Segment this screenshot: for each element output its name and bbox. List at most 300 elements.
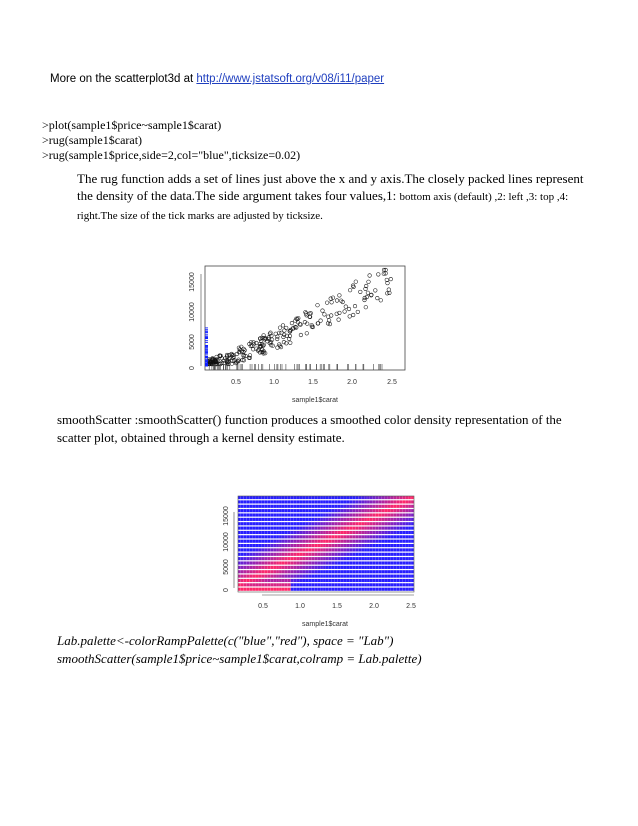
density-cell [382,513,385,516]
density-cell [300,561,303,564]
density-cell [241,513,244,516]
density-cell [303,557,306,560]
density-cell [264,557,267,560]
density-cell [256,553,259,556]
density-cell [320,527,323,530]
density-cell [335,557,338,560]
density-cell [294,535,297,538]
density-cell [241,509,244,512]
density-cell [379,500,382,503]
density-cell [282,579,285,582]
density-cell [396,527,399,530]
density-cell [379,553,382,556]
density-cell [244,531,247,534]
density-cell [323,505,326,508]
density-cell [329,588,332,591]
density-cell [364,522,367,525]
density-cell [349,496,352,499]
density-cell [367,522,370,525]
density-cell [305,509,308,512]
density-cell [335,579,338,582]
density-cell [276,544,279,547]
density-cell [256,535,259,538]
density-cell [238,561,241,564]
density-cell [238,557,241,560]
density-cell [291,505,294,508]
density-cell [285,496,288,499]
density-cell [297,522,300,525]
density-cell [329,570,332,573]
density-cell [273,505,276,508]
density-cell [385,522,388,525]
density-cell [241,527,244,530]
density-cell [335,500,338,503]
density-cell [303,527,306,530]
density-cell [402,575,405,578]
density-cell [261,588,264,591]
scatter-point [319,319,323,323]
density-cell [411,518,414,521]
density-cell [355,527,358,530]
density-cell [382,583,385,586]
density-cell [288,509,291,512]
density-cell [344,500,347,503]
density-cell [329,561,332,564]
x-tick-label: 1.5 [308,379,318,386]
density-cell [314,513,317,516]
density-cell [247,496,250,499]
density-cell [338,579,341,582]
density-cell [244,566,247,569]
rug-line-1: The rug function adds a set of lines just above the x and y axis.The closely packed lines represent [77,171,584,186]
density-cell [411,575,414,578]
density-cell [376,522,379,525]
density-cell [393,496,396,499]
density-cell [364,583,367,586]
density-cell [238,522,241,525]
density-cell [367,579,370,582]
density-cell [388,561,391,564]
scatter-point [289,341,293,345]
density-cell [399,570,402,573]
density-cell [388,518,391,521]
density-cell [250,570,253,573]
density-cell [270,575,273,578]
paper-link[interactable]: http://www.jstatsoft.org/v08/i11/paper [196,73,385,85]
density-cell [311,513,314,516]
density-cell [335,575,338,578]
density-cell [382,500,385,503]
density-cell [338,527,341,530]
density-cell [352,527,355,530]
density-cell [408,513,411,516]
density-cell [264,566,267,569]
density-cell [329,496,332,499]
density-cell [273,535,276,538]
density-cell [273,540,276,543]
density-cell [256,557,259,560]
density-cell [341,509,344,512]
density-cell [288,557,291,560]
density-cell [241,505,244,508]
density-cell [317,588,320,591]
density-cell [370,553,373,556]
density-cell [399,553,402,556]
density-cell [282,557,285,560]
density-cell [373,553,376,556]
density-cell [241,570,244,573]
density-cell [297,509,300,512]
density-cell [294,540,297,543]
density-cell [303,509,306,512]
density-cell [382,557,385,560]
density-cell [303,566,306,569]
density-cell [317,518,320,521]
density-cell [291,557,294,560]
density-cell [382,553,385,556]
density-cell [388,496,391,499]
density-cell [241,575,244,578]
density-cell [270,583,273,586]
density-cell [256,544,259,547]
density-cell [244,570,247,573]
density-cell [355,505,358,508]
density-cell [370,540,373,543]
density-cell [393,548,396,551]
density-cell [261,531,264,534]
density-cell [300,566,303,569]
density-cell [291,548,294,551]
code-block-smoothscatter [57,632,422,668]
density-cell [311,583,314,586]
density-cell [347,553,350,556]
density-cell [291,531,294,534]
density-cell [329,557,332,560]
density-cell [253,553,256,556]
density-cell [396,570,399,573]
density-cell [376,500,379,503]
density-cell [256,527,259,530]
scatter-point [270,338,274,342]
density-cell [303,553,306,556]
density-cell [291,583,294,586]
density-cell [308,527,311,530]
density-cell [382,561,385,564]
density-cell [317,513,320,516]
density-cell [273,553,276,556]
density-cell [347,518,350,521]
density-cell [352,553,355,556]
density-cell [355,509,358,512]
density-cell [305,588,308,591]
density-cell [411,561,414,564]
density-cell [305,561,308,564]
density-cell [367,566,370,569]
density-cell [402,509,405,512]
density-cell [259,566,262,569]
density-cell [385,531,388,534]
density-cell [250,561,253,564]
density-cell [267,527,270,530]
density-cell [393,500,396,503]
density-cell [408,518,411,521]
density-cell [259,518,262,521]
density-cell [273,500,276,503]
density-cell [241,496,244,499]
density-cell [288,535,291,538]
density-cell [382,579,385,582]
density-cell [361,518,364,521]
density-cell [347,557,350,560]
density-cell [311,540,314,543]
intro-line [50,73,384,85]
density-cell [288,505,291,508]
density-cell [329,548,332,551]
density-cell [320,583,323,586]
density-cell [376,557,379,560]
density-cell [388,548,391,551]
density-cell [270,540,273,543]
code-line: >rug(sample1$price,side=2,col="blue",ticksize=0.02) [42,148,301,162]
density-cell [391,518,394,521]
density-cell [388,527,391,530]
density-cell [297,505,300,508]
density-cell [393,570,396,573]
density-cell [388,540,391,543]
density-cell [364,553,367,556]
density-cell [256,575,259,578]
density-cell [250,588,253,591]
density-cell [291,579,294,582]
density-cell [396,505,399,508]
density-cell [288,575,291,578]
density-cell [364,513,367,516]
density-cell [279,496,282,499]
density-cell [305,570,308,573]
density-cell [326,553,329,556]
density-cell [408,527,411,530]
density-cell [335,518,338,521]
density-cell [376,561,379,564]
density-cell [267,570,270,573]
density-cell [396,531,399,534]
density-cell [370,588,373,591]
density-cell [238,505,241,508]
density-cell [370,527,373,530]
density-cell [241,540,244,543]
density-cell [335,522,338,525]
scatter-point [277,331,281,335]
density-cell [329,575,332,578]
density-cell [341,496,344,499]
density-cell [261,500,264,503]
density-cell [241,553,244,556]
density-cell [285,553,288,556]
density-cell [264,553,267,556]
density-cell [367,509,370,512]
density-cell [241,566,244,569]
density-cell [259,548,262,551]
density-cell [256,518,259,521]
density-cell [264,509,267,512]
density-cell [305,540,308,543]
density-cell [259,561,262,564]
density-cell [288,513,291,516]
density-cell [411,583,414,586]
density-cell [305,557,308,560]
density-cell [264,548,267,551]
density-cell [247,509,250,512]
density-cell [349,522,352,525]
density-cell [320,513,323,516]
density-cell [382,522,385,525]
density-cell [405,509,408,512]
density-cell [279,566,282,569]
density-cell [399,535,402,538]
density-cell [250,522,253,525]
scatter-point [278,326,282,330]
density-cell [244,544,247,547]
density-cell [297,570,300,573]
density-cell [291,509,294,512]
density-cell [250,575,253,578]
density-cell [285,527,288,530]
density-cell [282,518,285,521]
x-axis-label: sample1$carat [302,621,348,628]
density-cell [408,548,411,551]
density-cell [308,535,311,538]
density-cell [332,553,335,556]
density-cell [335,531,338,534]
density-cell [355,513,358,516]
density-cell [364,540,367,543]
density-cell [393,561,396,564]
density-cell [370,509,373,512]
density-cell [291,513,294,516]
density-cell [326,588,329,591]
density-cell [411,535,414,538]
density-cell [352,557,355,560]
density-cell [261,553,264,556]
density-cell [253,527,256,530]
density-cell [267,553,270,556]
density-cell [326,575,329,578]
density-cell [358,553,361,556]
density-cell [282,505,285,508]
density-cell [238,535,241,538]
density-cell [393,527,396,530]
density-cell [341,513,344,516]
density-cell [347,579,350,582]
y-tick-label: 10000 [189,302,196,322]
density-cell [267,509,270,512]
density-cell [376,588,379,591]
density-cell [391,570,394,573]
density-cell [332,527,335,530]
density-cell [405,513,408,516]
density-cell [382,570,385,573]
density-cell [373,540,376,543]
density-cell [317,579,320,582]
density-cell [303,588,306,591]
density-cell [391,496,394,499]
density-cell [282,553,285,556]
density-cell [282,561,285,564]
density-cell [326,548,329,551]
density-cell [335,513,338,516]
density-cell [367,505,370,508]
density-cell [396,575,399,578]
density-cell [382,566,385,569]
density-cell [244,496,247,499]
density-cell [250,505,253,508]
density-cell [396,513,399,516]
density-cell [247,557,250,560]
density-cell [347,522,350,525]
density-cell [364,505,367,508]
density-cell [382,527,385,530]
density-cell [253,518,256,521]
density-cell [391,531,394,534]
scatter-point [335,299,339,303]
density-cell [241,544,244,547]
density-cell [244,535,247,538]
density-cell [399,544,402,547]
density-cell [382,540,385,543]
density-cell [373,588,376,591]
density-cell [329,583,332,586]
density-cell [276,527,279,530]
scatter-point [351,313,355,317]
density-cell [347,583,350,586]
density-cell [276,548,279,551]
density-cell [244,553,247,556]
density-cell [355,496,358,499]
density-cell [373,535,376,538]
density-cell [273,531,276,534]
density-cell [373,575,376,578]
density-cell [358,500,361,503]
density-cell [338,553,341,556]
density-cell [405,566,408,569]
density-cell [238,509,241,512]
density-cell [308,509,311,512]
density-cell [256,588,259,591]
density-cell [373,509,376,512]
density-cell [376,513,379,516]
density-cell [311,518,314,521]
scatter-point [321,309,325,313]
density-cell [329,522,332,525]
x-tick-label: 0.5 [258,603,268,610]
density-cell [291,575,294,578]
density-cell [361,557,364,560]
density-cell [385,540,388,543]
density-cell [308,588,311,591]
density-cell [238,583,241,586]
density-cell [250,527,253,530]
density-cell [338,518,341,521]
density-cell [320,509,323,512]
density-cell [297,500,300,503]
density-cell [367,544,370,547]
density-cell [341,561,344,564]
density-cell [311,553,314,556]
density-cell [402,531,405,534]
density-cell [402,544,405,547]
density-cell [300,509,303,512]
density-cell [364,570,367,573]
